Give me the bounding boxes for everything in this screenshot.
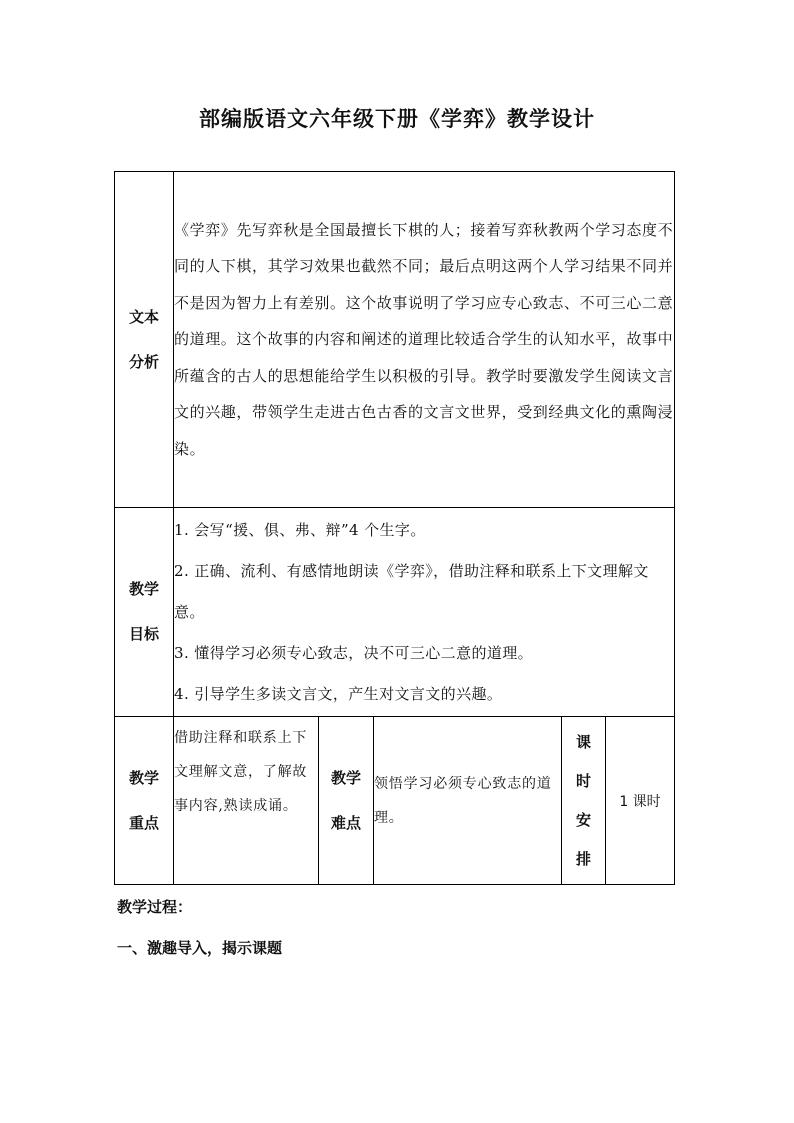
label-line: 文本	[128, 307, 159, 326]
text-analysis-content: 《学弈》先写弈秋是全国最擅长下棋的人；接着写弈秋教两个学习态度不同的人下棋，其学习效果也截然不同；最后点明这两个人学习结果不同并不是因为智力上有差别。这个故事说明了学习应专心致志、不可三心二意的道理。这个故事的内容和阐述的道理比较适合学生的认知水平，故事中所蕴含的古人的思想能给学生以积极的引导。教学时要激发学生阅读文言文的兴趣，带领学生走进古色古香的文言文世界，受到经典文化的熏陶浸染。	[174, 172, 675, 508]
row-teaching-goals	[115, 508, 675, 717]
label-line: 目标	[128, 625, 159, 643]
row-key-points	[115, 717, 675, 885]
label-line: 教学	[128, 580, 159, 598]
schedule-value: 1 课时	[606, 717, 675, 885]
teaching-goals-content	[174, 508, 675, 717]
goal-item: 3. 懂得学习必须专心致志，决不可三心二意的道理。	[174, 643, 534, 662]
teaching-goals-label	[115, 508, 174, 717]
schedule-label-char: 排	[575, 849, 591, 868]
process-heading: 教学过程：	[117, 898, 193, 916]
label-line: 难点	[330, 813, 361, 832]
schedule-label-char: 课	[575, 732, 591, 751]
schedule-label-char: 安	[575, 810, 591, 829]
schedule-label	[562, 717, 606, 885]
lesson-plan-table	[114, 171, 675, 885]
label-line: 教学	[128, 768, 159, 787]
goal-item: 1. 会写“援、俱、弗、辩”4 个生字。	[174, 520, 426, 539]
goal-item: 4. 引导学生多读文言文，产生对文言文的兴趣。	[174, 684, 503, 703]
label-line: 教学	[330, 768, 361, 787]
key-points-content: 借助注释和联系上下文理解文意，了解故事内容,熟读成诵。	[174, 717, 319, 885]
key-points-label	[115, 717, 174, 885]
document-title: 部编版语文六年级下册《学弈》教学设计	[199, 107, 595, 131]
text-analysis-label	[115, 172, 174, 508]
difficulties-content: 领悟学习必须专心致志的道理。	[374, 717, 562, 885]
goal-item: 2. 正确、流利、有感情地朗读《学弈》，借助注释和联系上下文理解文意。	[174, 561, 649, 621]
difficulties-label	[319, 717, 374, 885]
row-text-analysis	[115, 172, 675, 508]
label-line: 重点	[128, 813, 159, 832]
section-heading-1: 一、激趣导入，揭示课题	[117, 939, 283, 957]
schedule-label-char: 时	[575, 771, 591, 790]
label-line: 分析	[128, 352, 159, 371]
